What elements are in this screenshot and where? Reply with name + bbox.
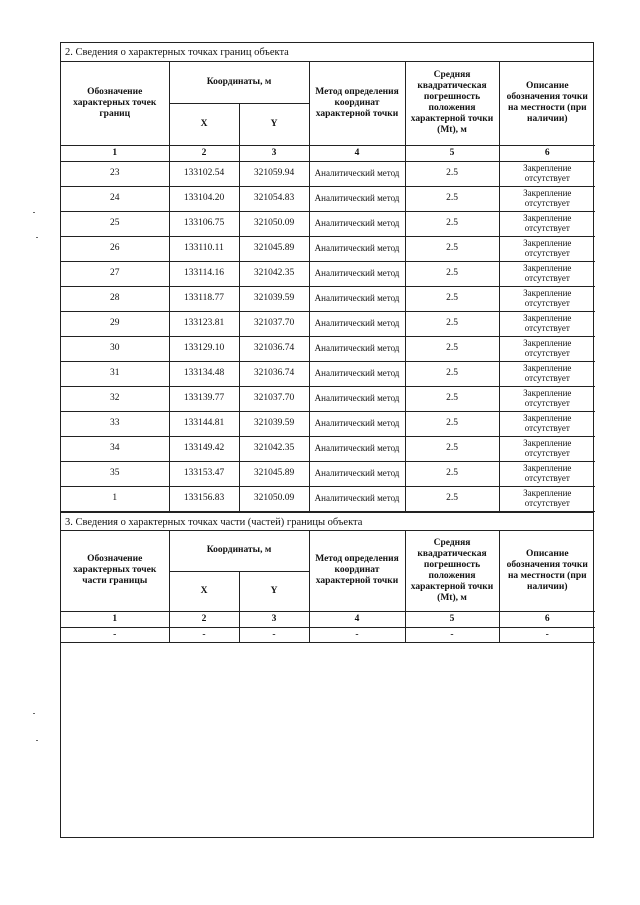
description-cell: Закрепление отсутствует bbox=[499, 411, 595, 436]
point-cell: 29 bbox=[61, 311, 169, 336]
header-designation: Обозначение характерных точек границ bbox=[61, 62, 169, 145]
point-cell: 25 bbox=[61, 211, 169, 236]
method-cell: Аналитический метод bbox=[309, 436, 405, 461]
method-cell: Аналитический метод bbox=[309, 361, 405, 386]
header-description: Описание обозначения точки на местности (при наличии) bbox=[499, 62, 595, 145]
error-cell: 2.5 bbox=[405, 386, 499, 411]
empty-data-row bbox=[61, 628, 595, 643]
table-row bbox=[61, 236, 595, 261]
point-cell: 27 bbox=[61, 261, 169, 286]
y-cell: 321036.74 bbox=[239, 336, 309, 361]
scan-mark bbox=[33, 212, 35, 213]
error-cell: 2.5 bbox=[405, 436, 499, 461]
y-cell: 321045.89 bbox=[239, 461, 309, 486]
error-cell: 2.5 bbox=[405, 336, 499, 361]
column-number: 3 bbox=[239, 145, 309, 161]
column-number-row bbox=[61, 145, 595, 161]
table-row bbox=[61, 361, 595, 386]
description-cell: Закрепление отсутствует bbox=[499, 461, 595, 486]
header-method: Метод определения координат характерной точки bbox=[309, 62, 405, 145]
x-cell: 133139.77 bbox=[169, 386, 239, 411]
y-cell: 321045.89 bbox=[239, 236, 309, 261]
error-cell: 2.5 bbox=[405, 311, 499, 336]
header-description: Описание обозначения точки на местности (при наличии) bbox=[499, 531, 595, 612]
header-x: X bbox=[169, 103, 239, 145]
error-cell: 2.5 bbox=[405, 361, 499, 386]
y-cell: 321037.70 bbox=[239, 311, 309, 336]
method-cell: Аналитический метод bbox=[309, 211, 405, 236]
x-cell: 133123.81 bbox=[169, 311, 239, 336]
x-cell: 133134.48 bbox=[169, 361, 239, 386]
error-cell: 2.5 bbox=[405, 286, 499, 311]
method-cell: Аналитический метод bbox=[309, 236, 405, 261]
dash-cell: - bbox=[309, 628, 405, 643]
y-cell: 321039.59 bbox=[239, 411, 309, 436]
header-y: Y bbox=[239, 572, 309, 612]
description-cell: Закрепление отсутствует bbox=[499, 261, 595, 286]
scan-mark bbox=[36, 237, 38, 238]
description-cell: Закрепление отсутствует bbox=[499, 236, 595, 261]
x-cell: 133156.83 bbox=[169, 486, 239, 511]
x-cell: 133114.16 bbox=[169, 261, 239, 286]
table-row bbox=[61, 161, 595, 186]
column-number: 6 bbox=[499, 612, 595, 628]
point-cell: 24 bbox=[61, 186, 169, 211]
section-3-table bbox=[61, 531, 595, 644]
y-cell: 321050.09 bbox=[239, 486, 309, 511]
header-x: X bbox=[169, 572, 239, 612]
method-cell: Аналитический метод bbox=[309, 411, 405, 436]
column-number: 4 bbox=[309, 145, 405, 161]
column-number: 5 bbox=[405, 612, 499, 628]
x-cell: 133104.20 bbox=[169, 186, 239, 211]
x-cell: 133106.75 bbox=[169, 211, 239, 236]
header-y: Y bbox=[239, 103, 309, 145]
x-cell: 133129.10 bbox=[169, 336, 239, 361]
scan-mark bbox=[36, 740, 38, 741]
point-cell: 26 bbox=[61, 236, 169, 261]
column-number-row bbox=[61, 612, 595, 628]
header-error: Средняя квадратическая погрешность положения характерной точки (Mt), м bbox=[405, 531, 499, 612]
table-row bbox=[61, 386, 595, 411]
x-cell: 133102.54 bbox=[169, 161, 239, 186]
header-coordinates: Координаты, м bbox=[169, 62, 309, 103]
table-row bbox=[61, 286, 595, 311]
description-cell: Закрепление отсутствует bbox=[499, 286, 595, 311]
method-cell: Аналитический метод bbox=[309, 311, 405, 336]
method-cell: Аналитический метод bbox=[309, 161, 405, 186]
error-cell: 2.5 bbox=[405, 411, 499, 436]
description-cell: Закрепление отсутствует bbox=[499, 436, 595, 461]
dash-cell: - bbox=[169, 628, 239, 643]
method-cell: Аналитический метод bbox=[309, 261, 405, 286]
point-cell: 23 bbox=[61, 161, 169, 186]
description-cell: Закрепление отсутствует bbox=[499, 161, 595, 186]
section-2-table bbox=[61, 62, 595, 512]
description-cell: Закрепление отсутствует bbox=[499, 311, 595, 336]
section-3-title: 3. Сведения о характерных точках части (частей) границы объекта bbox=[61, 512, 593, 531]
point-cell: 1 bbox=[61, 486, 169, 511]
y-cell: 321039.59 bbox=[239, 286, 309, 311]
method-cell: Аналитический метод bbox=[309, 386, 405, 411]
method-cell: Аналитический метод bbox=[309, 286, 405, 311]
description-cell: Закрепление отсутствует bbox=[499, 336, 595, 361]
table-row bbox=[61, 486, 595, 511]
y-cell: 321059.94 bbox=[239, 161, 309, 186]
header-method: Метод определения координат характерной точки bbox=[309, 531, 405, 612]
description-cell: Закрепление отсутствует bbox=[499, 486, 595, 511]
table-row bbox=[61, 186, 595, 211]
error-cell: 2.5 bbox=[405, 486, 499, 511]
column-number: 1 bbox=[61, 145, 169, 161]
x-cell: 133149.42 bbox=[169, 436, 239, 461]
point-cell: 30 bbox=[61, 336, 169, 361]
y-cell: 321042.35 bbox=[239, 436, 309, 461]
column-number: 5 bbox=[405, 145, 499, 161]
x-cell: 133110.11 bbox=[169, 236, 239, 261]
x-cell: 133144.81 bbox=[169, 411, 239, 436]
header-coordinates: Координаты, м bbox=[169, 531, 309, 572]
dash-cell: - bbox=[61, 628, 169, 643]
scan-mark bbox=[33, 713, 35, 714]
header-designation: Обозначение характерных точек части границы bbox=[61, 531, 169, 612]
point-cell: 31 bbox=[61, 361, 169, 386]
table-row bbox=[61, 461, 595, 486]
y-cell: 321036.74 bbox=[239, 361, 309, 386]
section-2-title: 2. Сведения о характерных точках границ объекта bbox=[61, 43, 593, 62]
point-cell: 33 bbox=[61, 411, 169, 436]
blank-area bbox=[61, 643, 593, 818]
table-row bbox=[61, 411, 595, 436]
method-cell: Аналитический метод bbox=[309, 336, 405, 361]
point-cell: 32 bbox=[61, 386, 169, 411]
column-number: 6 bbox=[499, 145, 595, 161]
x-cell: 133118.77 bbox=[169, 286, 239, 311]
error-cell: 2.5 bbox=[405, 161, 499, 186]
error-cell: 2.5 bbox=[405, 261, 499, 286]
x-cell: 133153.47 bbox=[169, 461, 239, 486]
method-cell: Аналитический метод bbox=[309, 461, 405, 486]
y-cell: 321037.70 bbox=[239, 386, 309, 411]
error-cell: 2.5 bbox=[405, 186, 499, 211]
method-cell: Аналитический метод bbox=[309, 486, 405, 511]
point-cell: 35 bbox=[61, 461, 169, 486]
description-cell: Закрепление отсутствует bbox=[499, 361, 595, 386]
dash-cell: - bbox=[405, 628, 499, 643]
y-cell: 321050.09 bbox=[239, 211, 309, 236]
point-cell: 28 bbox=[61, 286, 169, 311]
dash-cell: - bbox=[239, 628, 309, 643]
error-cell: 2.5 bbox=[405, 236, 499, 261]
table-row bbox=[61, 311, 595, 336]
method-cell: Аналитический метод bbox=[309, 186, 405, 211]
dash-cell: - bbox=[499, 628, 595, 643]
description-cell: Закрепление отсутствует bbox=[499, 211, 595, 236]
table-row bbox=[61, 336, 595, 361]
header-error: Средняя квадратическая погрешность положения характерной точки (Mt), м bbox=[405, 62, 499, 145]
column-number: 2 bbox=[169, 612, 239, 628]
column-number: 1 bbox=[61, 612, 169, 628]
error-cell: 2.5 bbox=[405, 461, 499, 486]
description-cell: Закрепление отсутствует bbox=[499, 186, 595, 211]
table-row bbox=[61, 261, 595, 286]
column-number: 2 bbox=[169, 145, 239, 161]
document-page bbox=[60, 42, 594, 838]
y-cell: 321054.83 bbox=[239, 186, 309, 211]
point-cell: 34 bbox=[61, 436, 169, 461]
table-row bbox=[61, 436, 595, 461]
column-number: 4 bbox=[309, 612, 405, 628]
y-cell: 321042.35 bbox=[239, 261, 309, 286]
table-row bbox=[61, 211, 595, 236]
column-number: 3 bbox=[239, 612, 309, 628]
error-cell: 2.5 bbox=[405, 211, 499, 236]
description-cell: Закрепление отсутствует bbox=[499, 386, 595, 411]
